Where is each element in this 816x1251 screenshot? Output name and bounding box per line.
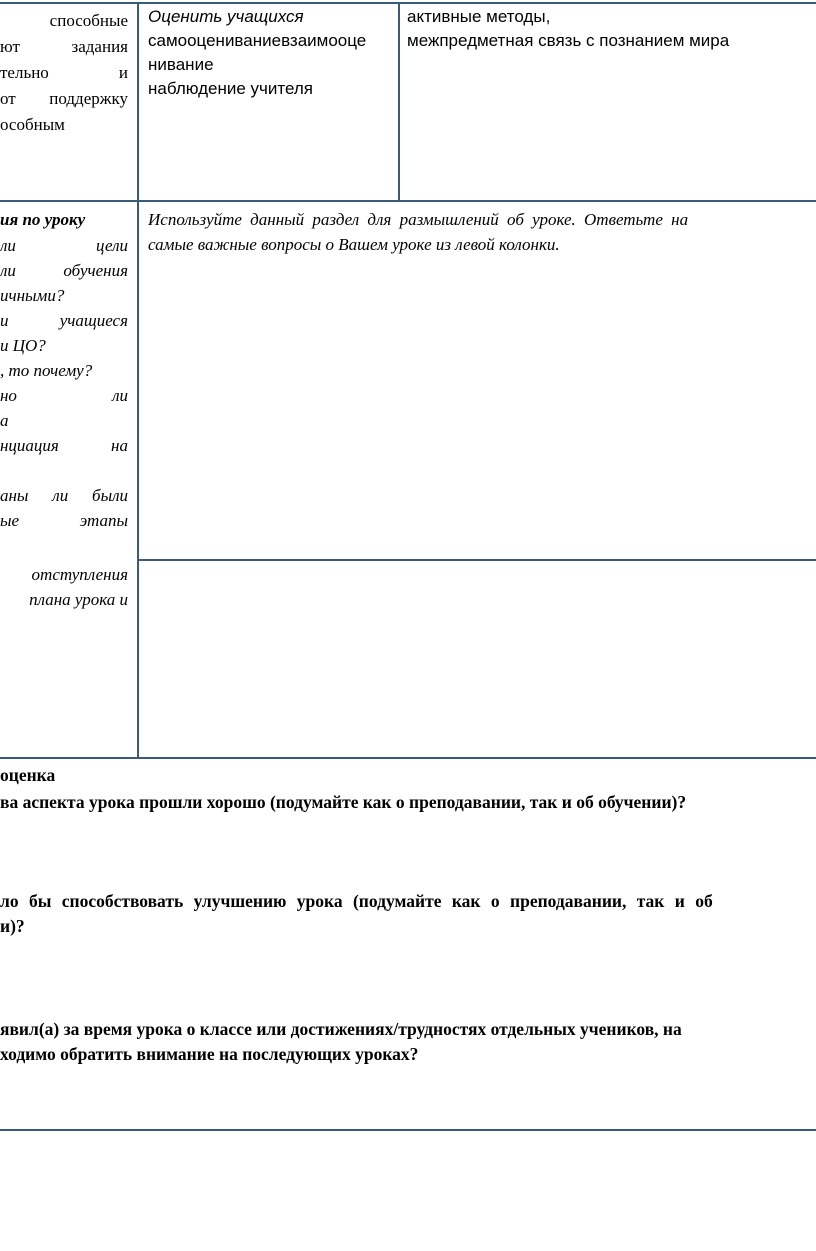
row2-col1-line: отступления [31,565,128,584]
row2-col1-line: нциация на [0,436,128,455]
row2-col1-line: ли обучения [0,261,128,280]
row1-col2-italic: Оценить учащихся [148,7,304,26]
assessment-q2-line2: и)? [0,916,25,936]
row1-col1-line: способные [49,11,128,30]
row2-col1-line: , то почему? [0,361,93,380]
assessment-q1: ва аспекта урока прошли хорошо (подумайте как о преподавании, так и об обучении)? [0,792,687,812]
assessment-q2-text: ло бы способствовать улучшению урока (подумайте как о преподавании, так и об [0,891,713,911]
row1-col3-line: межпредметная связь с познанием мира [407,31,730,50]
assessment-title: оценка [0,765,56,785]
assessment-q3-line1: явил(а) за время урока о классе или достижениях/трудностях отдельных учеников, на [0,1019,682,1039]
row2-col2-instruction-line2: самые важные вопросы о Вашем уроке из левой колонки. [148,235,560,254]
row1-col1-line: тельно и [0,63,128,82]
row1-col1-line: от поддержку [0,89,128,108]
row2-col1-line: ичными? [0,286,65,305]
row2-col1-line: ли цели [0,236,128,255]
row1-col2-line: самооцениваниевзаимооце [148,31,367,50]
row2-col1-line: ые этапы [0,511,128,530]
row2-col1-cell [0,234,128,609]
instruction-text: Используйте данный раздел для размышлений об уроке. Ответьте на [148,210,689,229]
assessment-q3-line2: ходимо обратить внимание на последующих уроках? [0,1044,419,1064]
row2-col1-heading: ия по уроку [0,210,86,229]
row1-col1-cell [0,9,128,139]
row2-inner-divider [137,559,816,561]
table-bottom-border [0,757,816,759]
row2-col1-line: аны ли были [0,486,128,505]
row2-col1-line: а [0,411,9,430]
row1-col1-line: особным [0,115,65,134]
row1-divider [0,200,816,202]
row2-col2-instruction-line1 [148,208,816,232]
row2-col1-line: и учащиеся [0,311,128,330]
assessment-q2-line1 [0,889,816,913]
col1-divider [137,2,139,758]
table-top-border [0,2,816,4]
row1-col2-line: наблюдение учителя [148,79,314,98]
row2-col1-line: но ли [0,386,128,405]
row1-col2-line: нивание [148,55,214,74]
row1-col3-line: активные методы, [407,7,551,26]
col2-divider [398,2,400,201]
row2-col1-line: и ЦО? [0,336,46,355]
row1-col1-line: ют задания [0,37,128,56]
row2-col1-line: плана урока и [29,590,128,609]
section-bottom-border [0,1129,816,1131]
